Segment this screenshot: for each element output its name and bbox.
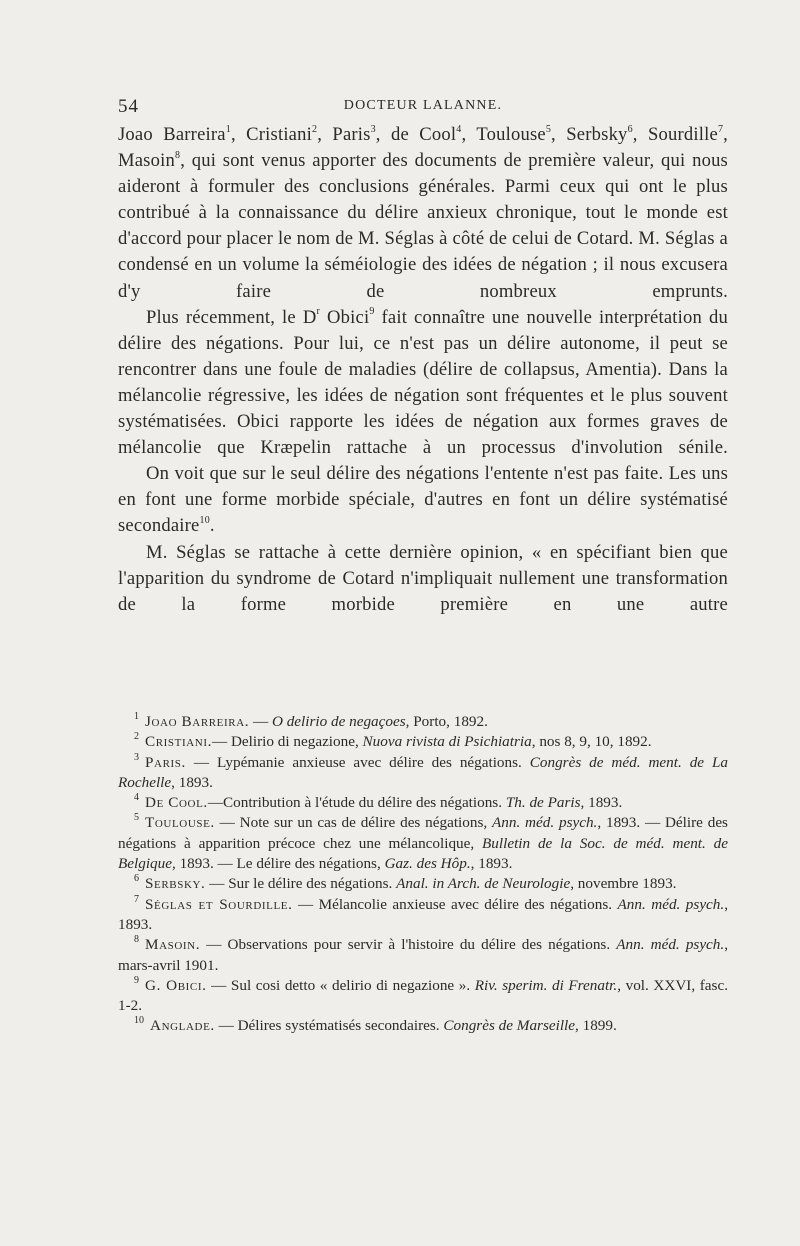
text-run: . (209, 515, 215, 537)
footnote-title: Ann. méd. psych. (491, 814, 598, 832)
footnote-text: , nos 8, 9, 10, 1892. (531, 733, 652, 751)
footnote-title: Nuova rivista di Psichiatria (362, 733, 532, 751)
page-number: 54 (118, 96, 139, 117)
footnote-number: 4 (134, 792, 139, 804)
text-run: , Masoin (118, 124, 729, 172)
footnote-author: Anglade. (150, 1017, 215, 1035)
footnote-text: — Délires systématisés secondaires. (214, 1017, 444, 1035)
footnote-number: 3 (134, 751, 139, 763)
footnote-text: —Contribution à l'étude du délire des négations. (207, 794, 506, 812)
footnote-number: 6 (134, 873, 139, 885)
text-run: fait connaître une nouvelle interprétation du délire des négations. Pour lui, ce n'est pas un délire autonome, il peut se rencontrer dans une foule de maladies (délire de collapsus, Amentia). Dans la mélancolie régressive, les idées de négation sont fréquentes et le plus souvent systématisées. Obici rapporte les idées de négation aux formes graves de mélancolie que Kræpelin rattache à un processus d'involution sénile. (118, 306, 728, 459)
footnote-text: , Porto, 1892. (405, 713, 488, 730)
text-run: , Sourdille (632, 124, 718, 145)
footnote-author: Joao Barreira. (145, 713, 250, 730)
footnote-7 (118, 895, 728, 936)
footnote-title: Riv. sperim. di Frenatr. (474, 976, 618, 994)
footnote-author: Masoin. (145, 936, 201, 954)
footnote-10 (118, 1016, 728, 1036)
footnote-title: Gaz. des Hôp. (384, 855, 471, 873)
footnote-text: — Sur le délire des négations. (205, 875, 397, 893)
footnote-text: , 1893. — Le délire des négations, (171, 855, 385, 873)
footnote-9 (118, 976, 728, 1017)
footnote-title: Ann. méd. psych. (616, 936, 725, 954)
footnote-author: Paris. (145, 753, 186, 771)
footnote-number: 10 (134, 1015, 144, 1027)
footnote-title: Congrès de Marseille (443, 1017, 575, 1035)
footnote-text: , mars-avril 1901. (118, 936, 728, 974)
footnote-author: Toulouse. (145, 814, 215, 832)
footnote-ref-3: 3 (370, 123, 376, 135)
footnote-title: Congrès de méd. ment. de La Rochelle (118, 753, 729, 791)
text-run: , Toulouse (461, 124, 546, 145)
footnote-ref-8: 8 (174, 149, 181, 161)
text-run: Plus récemment, le D (146, 306, 317, 328)
footnote-number: 2 (134, 731, 139, 743)
footnote-number: 8 (134, 934, 139, 946)
text-run: On voit que sur le seul délire des négations l'entente n'est pas faite. Les uns en font une forme morbide spéciale, d'autres en font un délire systématisé secondaire (118, 463, 728, 537)
footnote-3 (118, 753, 728, 794)
footnote-1 (118, 712, 728, 732)
footnote-6 (118, 874, 728, 894)
footnote-author: De Cool. (145, 794, 208, 812)
footnote-text: — Observations pour servir à l'histoire du délire des négations. (200, 936, 617, 954)
footnote-title: Ann. méd. psych. (617, 895, 725, 913)
main-text (118, 122, 728, 618)
doctor-abbrev-sup: r (316, 306, 321, 318)
footnote-5 (118, 813, 728, 874)
footnote-text: , 1893. (171, 773, 213, 791)
footnote-ref-6: 6 (627, 123, 633, 135)
footnote-title: Bulletin de la Soc. de méd. ment. de Belgique (118, 834, 728, 873)
footnote-ref-5: 5 (545, 123, 552, 135)
footnote-text: — Delirio di negazione, (211, 733, 363, 751)
footnote-text: — Sul cosi detto « delirio di negazione ». (206, 976, 475, 994)
text-run: , Cristiani (230, 124, 312, 145)
footnote-text: , 1893. — Délire des négations à apparition précoce chez une mélancolique, (118, 814, 728, 852)
text-run: , de Cool (375, 124, 457, 145)
running-title: DOCTEUR LALANNE. (343, 98, 503, 113)
footnote-ref-7: 7 (717, 123, 724, 135)
paragraph-2 (118, 305, 728, 462)
footnote-ref-9: 9 (369, 306, 375, 318)
footnotes (118, 712, 728, 1037)
footnote-number: 5 (134, 812, 139, 824)
footnote-number: 9 (134, 974, 139, 986)
text-run: , qui sont venus apporter des documents de première valeur, qui nous aideront à formuler des conclusions générales. Parmi ceux qui ont le plus contribué à la connaissance du délire anxieux chronique, tout le monde est d'accord pour placer le nom de M. Séglas à côté de celui de Cotard. M. Séglas a condensé en un volume la séméiologie des idées de négation ; il nous excusera d'y faire de nombreux emprunts. (118, 150, 728, 302)
paragraph-4: M. Séglas se rattache à cette dernière opinion, « en spécifiant bien que l'apparition du syndrome de Cotard n'impliquait nullement une transformation de la forme morbide première en une autre (118, 541, 728, 615)
footnote-ref-4: 4 (456, 123, 462, 135)
text-run: Obici (320, 306, 370, 328)
footnote-number: 7 (134, 893, 139, 905)
footnote-text: , vol. XXVI, fasc. 1-2. (118, 976, 728, 1015)
footnote-ref-10: 10 (199, 515, 210, 527)
footnote-text: , 1893. (118, 895, 728, 933)
text-run: Joao Barreira (118, 124, 226, 145)
footnote-text: — (249, 713, 272, 730)
footnote-8 (118, 935, 728, 976)
paragraph-1 (118, 122, 728, 305)
footnote-text: , 1893. (470, 855, 513, 873)
footnote-title: Anal. in Arch. de Neurologie (396, 875, 571, 893)
footnote-title: Th. de Paris (505, 794, 581, 812)
text-run: , Paris (317, 124, 371, 145)
footnote-number: 1 (134, 710, 139, 722)
footnote-text: , 1893. (580, 794, 623, 812)
footnote-text: — Mélancolie anxieuse avec délire des négations. (292, 895, 618, 913)
footnote-ref-1: 1 (225, 123, 231, 135)
footnote-author: Séglas et Sourdille. (145, 895, 293, 913)
footnote-text: — Note sur un cas de délire des négations, (214, 814, 492, 832)
footnote-text: — Lypémanie anxieuse avec délire des négations. (185, 753, 530, 771)
paragraph-3 (118, 461, 728, 539)
page-header (118, 96, 728, 120)
footnote-2 (118, 732, 728, 752)
footnote-author: Cristiani. (145, 733, 212, 751)
footnote-text: , 1899. (575, 1017, 617, 1035)
footnote-title: O delirio de negaçoes (271, 713, 406, 730)
text-run: , Serbsky (551, 124, 628, 145)
footnote-4 (118, 793, 728, 813)
footnote-ref-2: 2 (312, 123, 318, 135)
footnote-author: Serbsky. (145, 875, 206, 893)
footnote-text: , novembre 1893. (570, 875, 677, 893)
footnote-author: G. Obici. (145, 976, 207, 994)
